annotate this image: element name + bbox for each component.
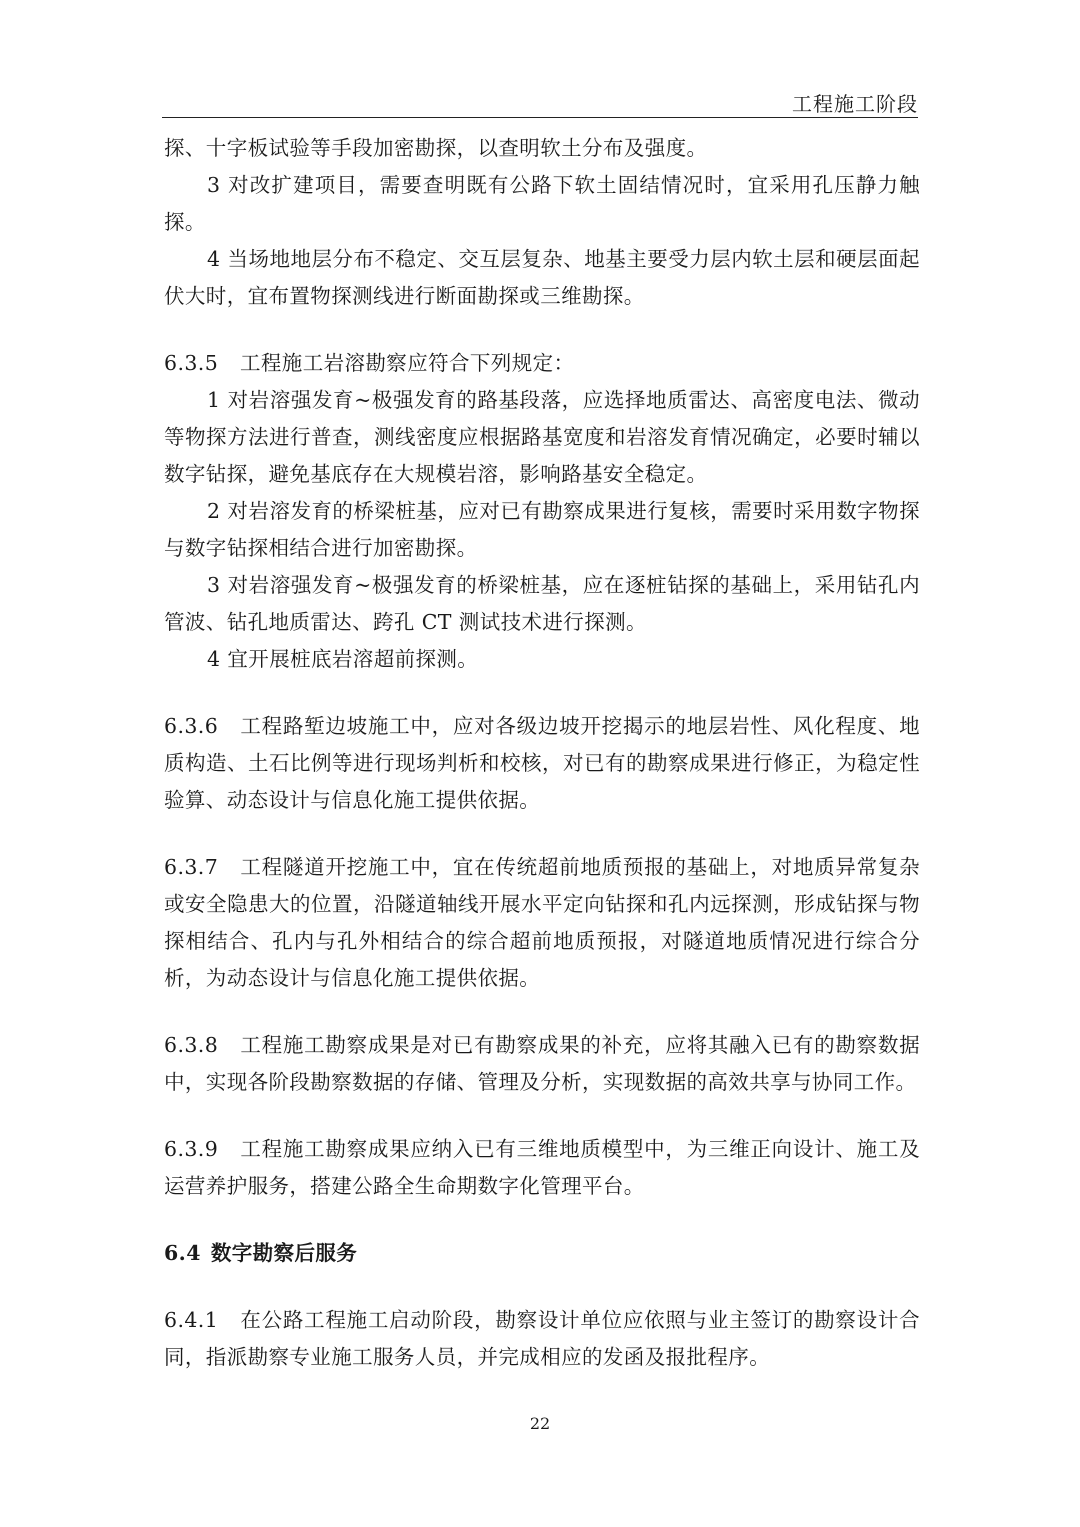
list-item: 3 对改扩建项目，需要查明既有公路下软土固结情况时，宜采用孔压静力触探。 bbox=[164, 173, 920, 234]
running-header: 工程施工阶段 bbox=[792, 92, 918, 116]
clause-6-3-5 bbox=[164, 345, 920, 382]
clause-number: 6.3.9 bbox=[164, 1137, 219, 1161]
clause-number: 6.3.5 bbox=[164, 351, 219, 375]
clause-6-3-6 bbox=[164, 708, 920, 819]
clause-number: 6.3.8 bbox=[164, 1033, 219, 1057]
header-divider bbox=[162, 117, 918, 118]
list-item: 4 宜开展桩底岩溶超前探测。 bbox=[207, 647, 479, 671]
list-item: 3 对岩溶强发育~极强发育的桥梁桩基，应在逐桩钻探的基础上，采用钻孔内管波、钻孔地质雷达、跨孔 CT 测试技术进行探测。 bbox=[164, 573, 920, 634]
section-number: 6.4 bbox=[164, 1241, 201, 1265]
list-item: 4 当场地地层分布不稳定、交互层复杂、地基主要受力层内软土层和硬层面起伏大时，宜布置物探测线进行断面勘探或三维勘探。 bbox=[164, 247, 920, 308]
list-item: 1 对岩溶强发育~极强发育的路基段落，应选择地质雷达、高密度电法、微动等物探方法进行普查，测线密度应根据路基宽度和岩溶发育情况确定，必要时辅以数字钻探，避免基底存在大规模岩溶，影响路基安全稳定。 bbox=[164, 388, 920, 486]
clause-6-3-7 bbox=[164, 849, 920, 997]
page-number: 22 bbox=[529, 1414, 551, 1433]
list-item: 2 对岩溶发育的桥梁桩基，应对已有勘察成果进行复核，需要时采用数字物探与数字钻探相结合进行加密勘探。 bbox=[164, 499, 920, 560]
clause-number: 6.3.6 bbox=[164, 714, 219, 738]
clause-6-3-8 bbox=[164, 1027, 920, 1101]
clause-6-3-9 bbox=[164, 1131, 920, 1205]
continued-paragraph: 探、十字板试验等手段加密勘探，以查明软土分布及强度。 bbox=[164, 136, 708, 160]
clause-number: 6.3.7 bbox=[164, 855, 219, 879]
section-heading-6-4 bbox=[164, 1235, 920, 1272]
clause-number: 6.4.1 bbox=[164, 1308, 219, 1332]
clause-6-4-1 bbox=[164, 1302, 920, 1376]
clause-text: 工程隧道开挖施工中，宜在传统超前地质预报的基础上，对地质异常复杂或安全隐患大的位置，沿隧道轴线开展水平定向钻探和孔内远探测，形成钻探与物探相结合、孔内与孔外相结合的综合超前地质预报，对隧道地质情况进行综合分析，为动态设计与信息化施工提供依据。 bbox=[164, 855, 920, 990]
clause-text: 工程路堑边坡施工中，应对各级边坡开挖揭示的地层岩性、风化程度、地质构造、土石比例等进行现场判析和校核，对已有的勘察成果进行修正，为稳定性验算、动态设计与信息化施工提供依据。 bbox=[164, 714, 920, 812]
clause-text: 工程施工勘察成果是对已有勘察成果的补充，应将其融入已有的勘察数据中，实现各阶段勘察数据的存储、管理及分析，实现数据的高效共享与协同工作。 bbox=[164, 1033, 920, 1094]
page-body bbox=[164, 130, 920, 1376]
clause-text: 工程施工岩溶勘察应符合下列规定： bbox=[240, 351, 575, 375]
section-title: 数字勘察后服务 bbox=[210, 1241, 358, 1265]
clause-text: 在公路工程施工启动阶段，勘察设计单位应依照与业主签订的勘察设计合同，指派勘察专业施工服务人员，并完成相应的发函及报批程序。 bbox=[164, 1308, 920, 1369]
clause-text: 工程施工勘察成果应纳入已有三维地质模型中，为三维正向设计、施工及运营养护服务，搭建公路全生命期数字化管理平台。 bbox=[164, 1137, 920, 1198]
